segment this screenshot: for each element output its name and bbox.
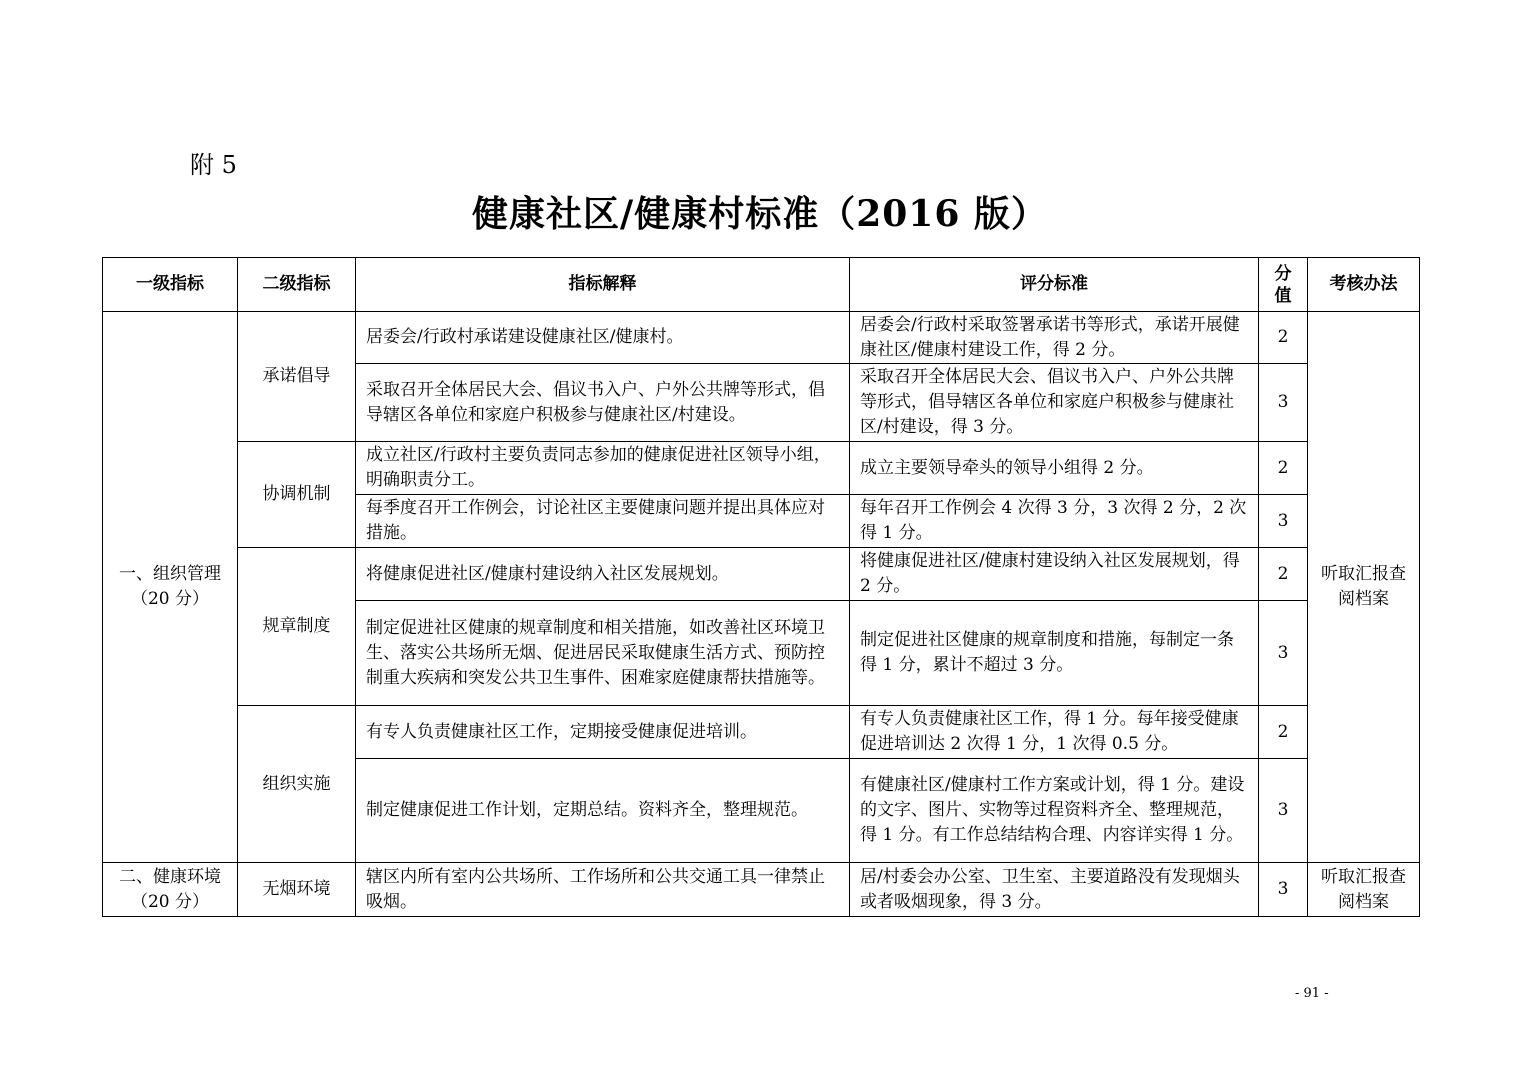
table-row (103, 312, 1420, 364)
level1-label: 一、组织管理 (119, 564, 221, 584)
level1-cell (103, 863, 238, 917)
header-points: 分值 (1259, 258, 1308, 312)
level2-cell: 承诺倡导 (238, 312, 356, 442)
level1-label: 二、健康环境 (119, 866, 221, 887)
attachment-label: 附 5 (190, 151, 237, 179)
level1-score: （20 分） (130, 589, 210, 609)
standards-table (102, 257, 1420, 917)
level2-cell: 无烟环境 (238, 863, 356, 917)
table-row (103, 863, 1420, 917)
explanation-cell: 制定健康促进工作计划，定期总结。资料齐全，整理规范。 (356, 759, 850, 863)
points-cell: 3 (1259, 863, 1308, 917)
explanation-cell: 有专人负责健康社区工作，定期接受健康促进培训。 (356, 706, 850, 759)
level2-cell: 协调机制 (238, 442, 356, 548)
header-row (103, 258, 1420, 312)
standard-cell: 成立主要领导牵头的领导小组得 2 分。 (850, 442, 1259, 495)
points-cell: 2 (1259, 312, 1308, 364)
points-cell: 3 (1259, 601, 1308, 706)
header-standard: 评分标准 (850, 258, 1259, 312)
table-row (103, 548, 1420, 601)
level1-score: （20 分） (130, 891, 210, 912)
points-cell: 2 (1259, 548, 1308, 601)
standard-cell: 采取召开全体居民大会、倡议书入户、户外公共牌等形式，倡导辖区各单位和家庭户积极参与健康社区/村建设，得 3 分。 (850, 364, 1259, 442)
standard-cell: 每年召开工作例会 4 次得 3 分，3 次得 2 分，2 次得 1 分。 (850, 495, 1259, 548)
points-cell: 2 (1259, 442, 1308, 495)
standard-cell: 居/村委会办公室、卫生室、主要道路没有发现烟头或者吸烟现象，得 3 分。 (850, 863, 1259, 917)
standard-cell: 有专人负责健康社区工作，得 1 分。每年接受健康促进培训达 2 次得 1 分，1 次得 0.5 分。 (850, 706, 1259, 759)
points-cell: 3 (1259, 495, 1308, 548)
table-row (103, 706, 1420, 759)
table-row (103, 442, 1420, 495)
document-title: 健康社区/健康村标准（2016 版） (472, 193, 1048, 235)
standard-cell: 居委会/行政村采取签署承诺书等形式，承诺开展健康社区/健康村建设工作，得 2 分。 (850, 312, 1259, 364)
header-explanation: 指标解释 (356, 258, 850, 312)
level2-cell: 规章制度 (238, 548, 356, 706)
standard-cell: 有健康社区/健康村工作方案或计划，得 1 分。建设的文字、图片、实物等过程资料齐全、整理规范，得 1 分。有工作总结结构合理、内容详实得 1 分。 (850, 759, 1259, 863)
page-number: - 91 - (1295, 986, 1329, 1001)
explanation-cell: 辖区内所有室内公共场所、工作场所和公共交通工具一律禁止吸烟。 (356, 863, 850, 917)
explanation-cell: 将健康促进社区/健康村建设纳入社区发展规划。 (356, 548, 850, 601)
level1-cell (103, 312, 238, 863)
standard-cell: 将健康促进社区/健康村建设纳入社区发展规划，得 2 分。 (850, 548, 1259, 601)
method-cell: 听取汇报查阅档案 (1308, 312, 1420, 863)
explanation-cell: 采取召开全体居民大会、倡议书入户、户外公共牌等形式，倡导辖区各单位和家庭户积极参与健康社区/村建设。 (356, 364, 850, 442)
standard-cell: 制定促进社区健康的规章制度和措施，每制定一条得 1 分，累计不超过 3 分。 (850, 601, 1259, 706)
explanation-cell: 每季度召开工作例会，讨论社区主要健康问题并提出具体应对措施。 (356, 495, 850, 548)
method-cell: 听取汇报查阅档案 (1308, 863, 1420, 917)
header-level1: 一级指标 (103, 258, 238, 312)
explanation-cell: 成立社区/行政村主要负责同志参加的健康促进社区领导小组，明确职责分工。 (356, 442, 850, 495)
points-cell: 3 (1259, 759, 1308, 863)
header-method: 考核办法 (1308, 258, 1420, 312)
header-level2: 二级指标 (238, 258, 356, 312)
explanation-cell: 居委会/行政村承诺建设健康社区/健康村。 (356, 312, 850, 364)
level2-cell: 组织实施 (238, 706, 356, 863)
points-cell: 2 (1259, 706, 1308, 759)
explanation-cell: 制定促进社区健康的规章制度和相关措施，如改善社区环境卫生、落实公共场所无烟、促进居民采取健康生活方式、预防控制重大疾病和突发公共卫生事件、困难家庭健康帮扶措施等。 (356, 601, 850, 706)
points-cell: 3 (1259, 364, 1308, 442)
